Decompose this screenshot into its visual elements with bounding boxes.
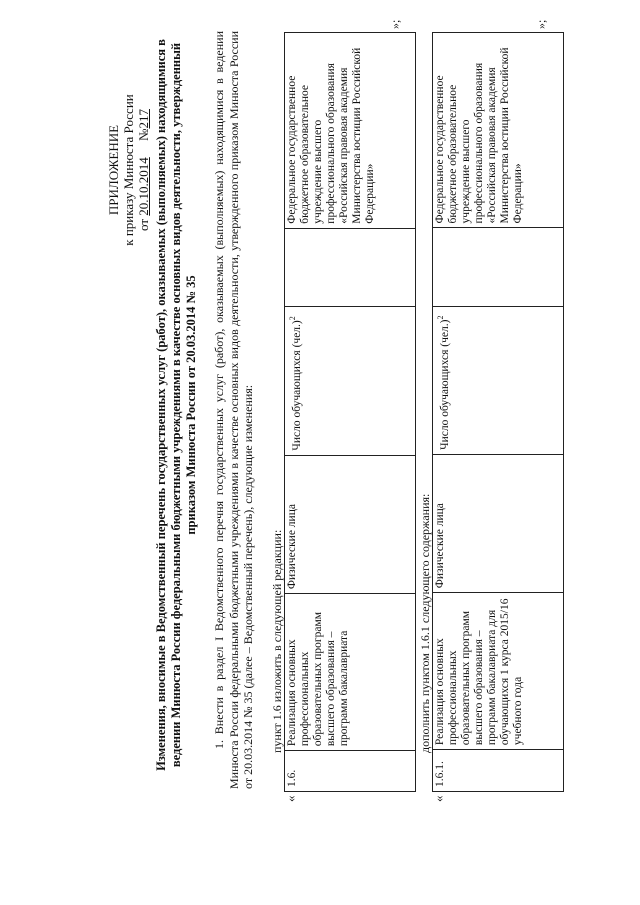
- intro-text: 1. Внести в раздел I Ведомственного перечня государственных услуг (работ), оказываемых (выполняемых) находящимися в ведении Минюста России федеральными бюджетными учреждениями в качестве основных видов деятельности, утвержденного приказом Минюста России от 20.03.2014 № 35 (далее – Ведомственный перечень), следующие изменения:: [212, 31, 255, 789]
- annex-number-sign: №: [136, 128, 151, 141]
- quote-open-1: «: [283, 795, 298, 802]
- cell-indicator: [285, 307, 416, 455]
- footnote-mark: 2: [288, 316, 297, 321]
- cell-institution: Федеральное государственное бюджетное образовательное учреждение высшего профессионального образования «Российская правовая академия Министерства юстиции Российской Федерации»: [433, 33, 564, 228]
- cell-service: Реализация основных профессиональных образовательных программ высшего образования – программ бакалавриата: [285, 594, 416, 751]
- cell-number: 1.6.1.: [433, 750, 564, 792]
- annex-title: ПРИЛОЖЕНИЕ: [106, 124, 121, 216]
- closing-mark-1: »;: [388, 19, 402, 29]
- cell-empty: [285, 228, 416, 307]
- annex-date: 20.10.2014: [136, 157, 151, 216]
- item2-label: дополнить пунктом 1.6.1 следующего содержания:: [418, 493, 432, 753]
- cell-institution: Федеральное государственное бюджетное образовательное учреждение высшего профессионального образования «Российская правовая академия Министерства юстиции Российской Федерации»: [285, 33, 416, 229]
- table-item-1-6-1: [432, 32, 564, 792]
- table-row: [285, 33, 416, 792]
- footnote-mark: 2: [436, 315, 445, 320]
- annex-date-line: [136, 35, 151, 305]
- table-item-1-6: [284, 32, 416, 792]
- cell-number: 1.6.: [285, 751, 416, 792]
- item1-label: пункт 1.6 изложить в следующей редакции:: [270, 529, 284, 753]
- annex-from: от: [136, 218, 151, 231]
- indicator-text: Число обучающихся (чел.): [290, 320, 303, 451]
- quote-open-2: «: [431, 795, 446, 802]
- cell-empty: [433, 228, 564, 306]
- cell-consumers: Физические лица: [433, 454, 564, 592]
- annex-block: [106, 35, 151, 305]
- closing-mark-2: »;: [534, 19, 548, 29]
- document-title: Изменения, вносимые в Ведомственный перечень государственных услуг (работ), оказываемых (выполняемых) находящимися в ведении Минюста России федеральными бюджетными учреждениями в качестве основных видов деятельности, утвержденный приказом Минюста России от 20.03.2014 № 35: [154, 39, 198, 771]
- annex-number: 217: [136, 109, 151, 129]
- annex-order-ref: к приказу Минюста России: [121, 94, 136, 246]
- cell-indicator: [433, 306, 564, 454]
- table-row: [433, 33, 564, 792]
- cell-consumers: Физические лица: [285, 455, 416, 594]
- intro-paragraph: [212, 31, 256, 789]
- cell-service: Реализация основных профессиональных образовательных программ высшего образования – программ бакалавриата для обучающихся 1 курса 2015/16 учебного года: [433, 593, 564, 750]
- indicator-text: Число обучающихся (чел.): [438, 319, 451, 450]
